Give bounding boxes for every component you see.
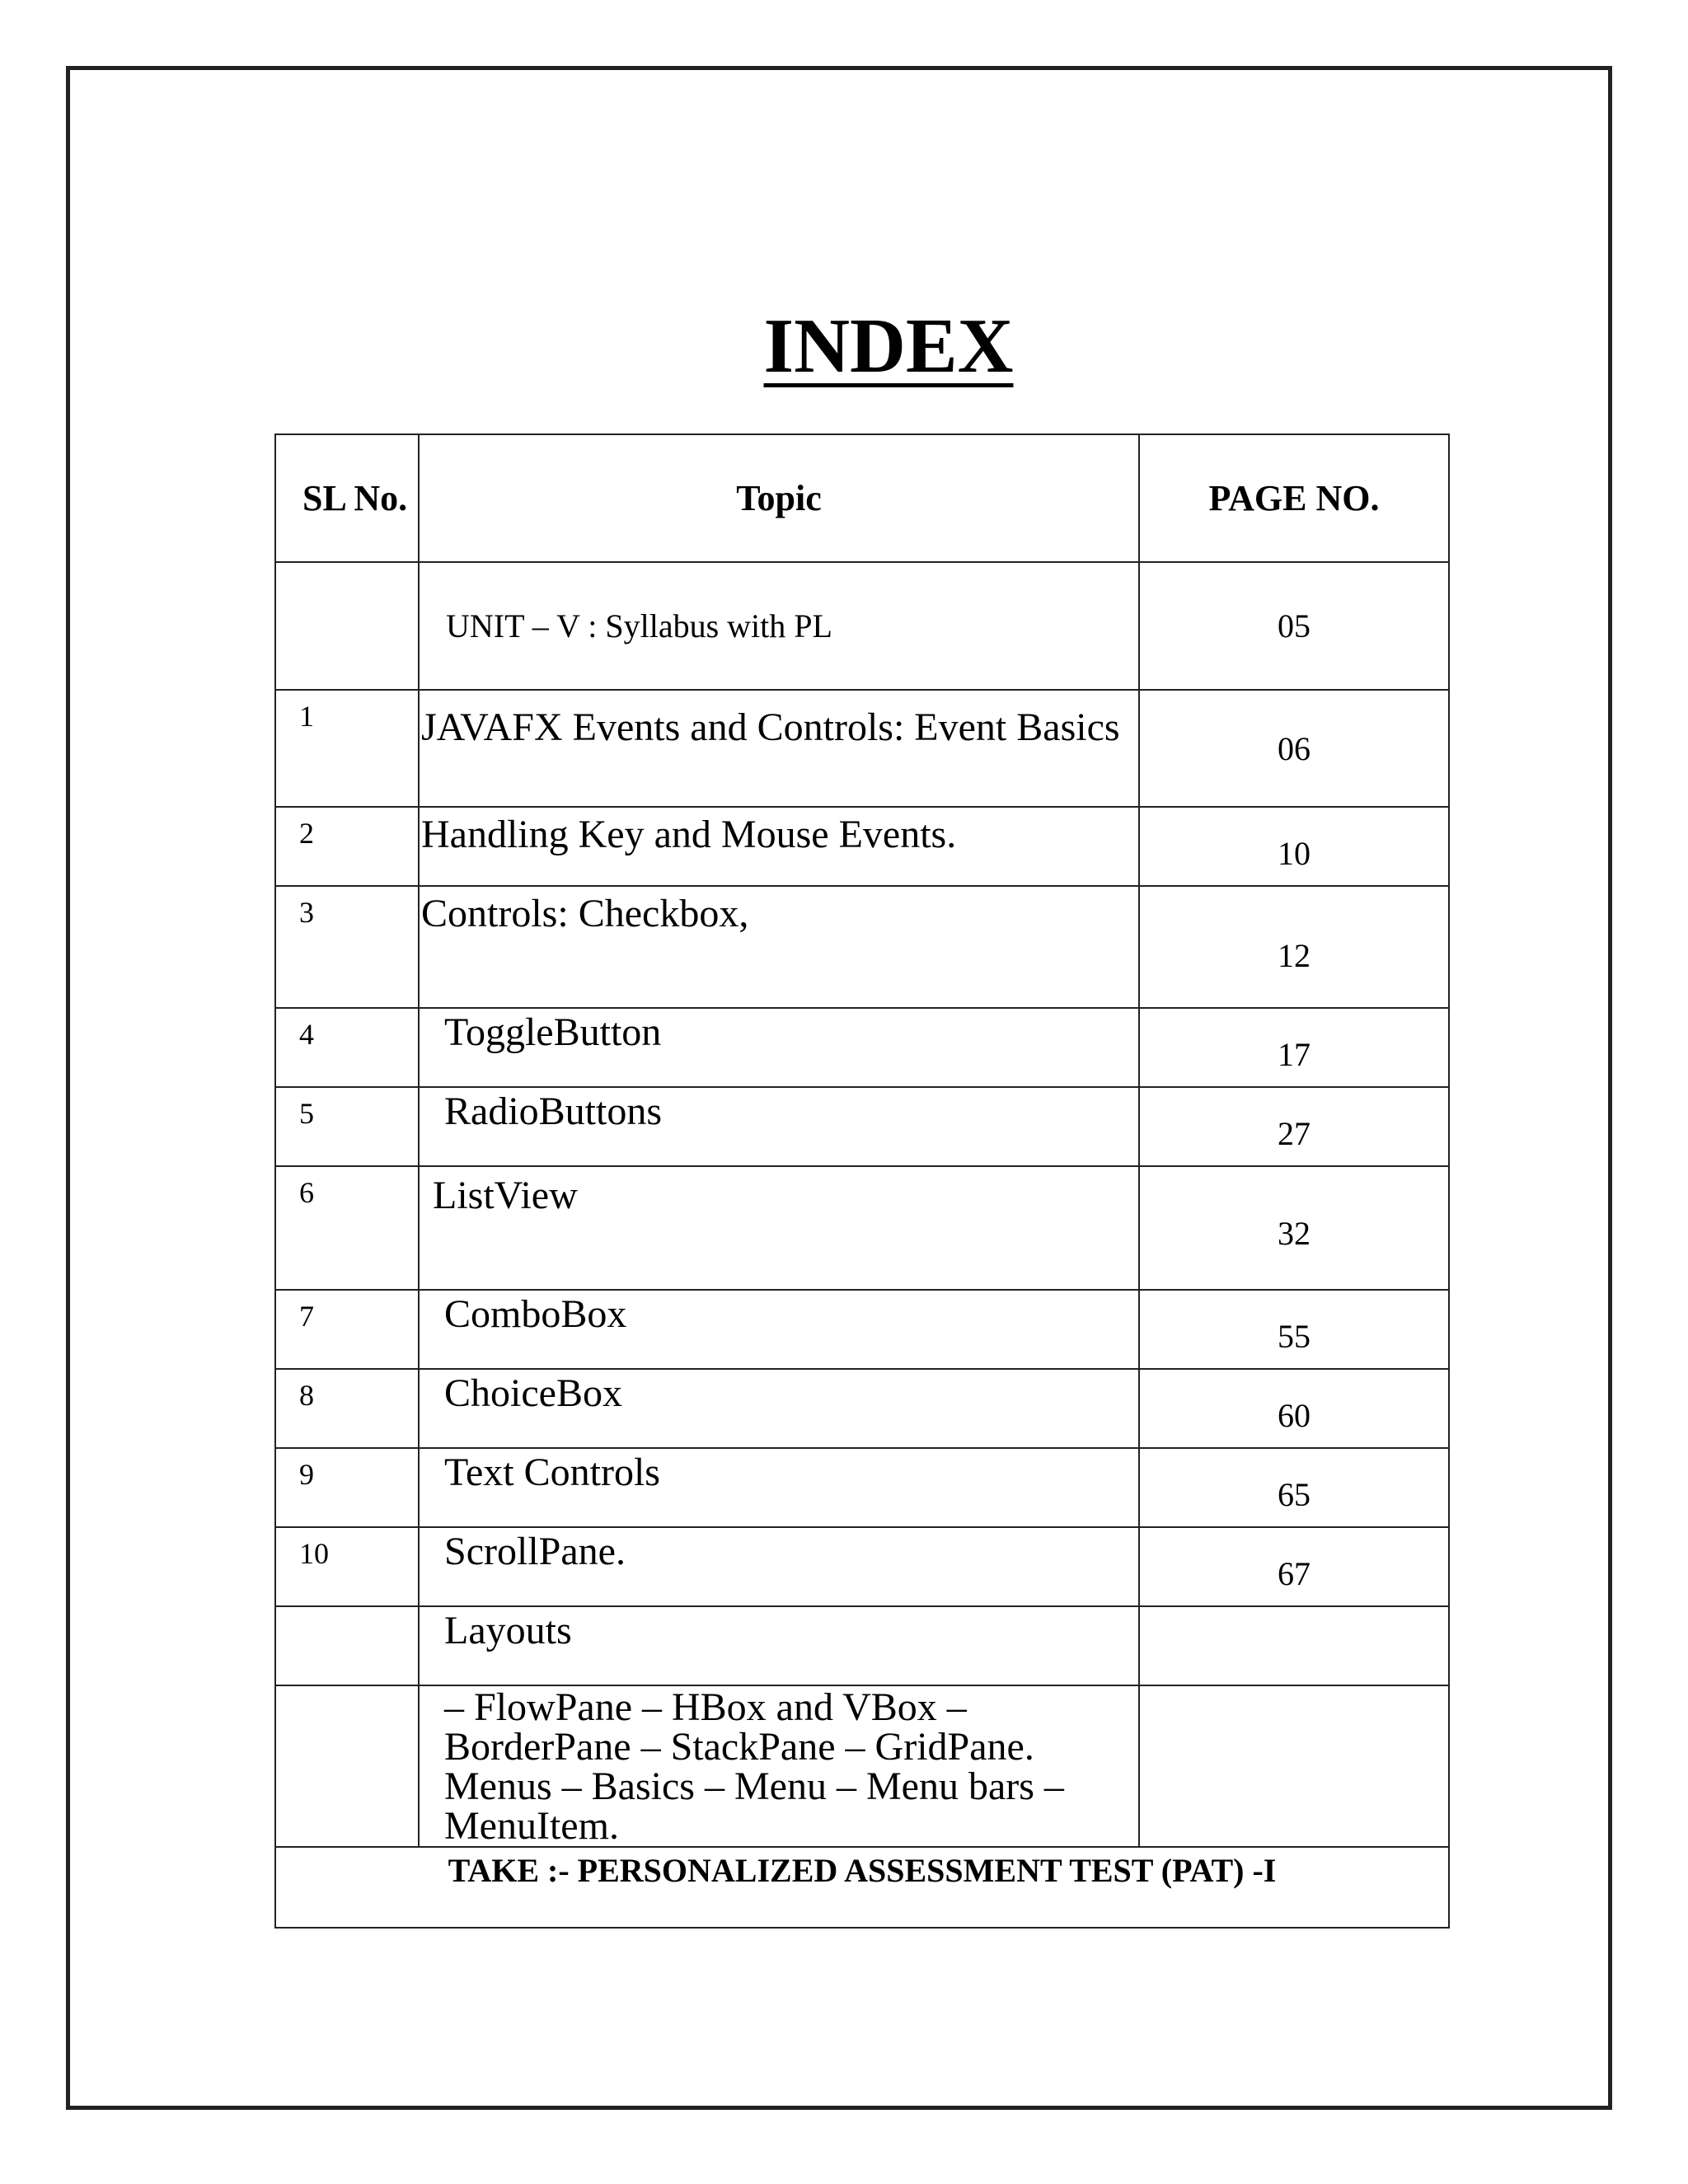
page-cell: 55: [1139, 1290, 1449, 1369]
topic-line: Menus – Basics – Menu – Menu bars –: [444, 1765, 1064, 1808]
sl-cell: [275, 562, 419, 690]
sl-cell: 3: [275, 886, 419, 1008]
table-row: [275, 1685, 1449, 1847]
header-topic: Topic: [419, 434, 1139, 562]
page-cell: 10: [1139, 807, 1449, 886]
sl-cell: 10: [275, 1527, 419, 1606]
topic-cell: RadioButtons: [419, 1087, 1139, 1166]
table-row: [275, 1606, 1449, 1685]
topic-cell: Layouts: [419, 1606, 1139, 1685]
topic-cell: Controls: Checkbox,: [419, 886, 1139, 1008]
sl-cell: 8: [275, 1369, 419, 1448]
sl-cell: [275, 1685, 419, 1847]
page-cell: 60: [1139, 1369, 1449, 1448]
index-table: [274, 434, 1450, 1929]
table-row: [275, 1087, 1449, 1166]
table-footer-row: [275, 1847, 1449, 1928]
sl-cell: 5: [275, 1087, 419, 1166]
sl-cell: 2: [275, 807, 419, 886]
table-row: [275, 1008, 1449, 1087]
page-cell: [1139, 1606, 1449, 1685]
page-cell: 17: [1139, 1008, 1449, 1087]
topic-cell: ComboBox: [419, 1290, 1139, 1369]
page-cell: 27: [1139, 1087, 1449, 1166]
page-cell: 65: [1139, 1448, 1449, 1527]
topic-cell: UNIT – V : Syllabus with PL: [419, 562, 1139, 690]
footer-text: TAKE :- PERSONALIZED ASSESSMENT TEST (PAT) -I: [275, 1847, 1449, 1928]
topic-cell: [419, 1685, 1139, 1847]
sl-cell: 7: [275, 1290, 419, 1369]
topic-line: – FlowPane – HBox and VBox –: [444, 1685, 967, 1729]
topic-cell: JAVAFX Events and Controls: Event Basics: [419, 690, 1139, 807]
header-sl: SL No.: [275, 434, 419, 562]
page-cell: 67: [1139, 1527, 1449, 1606]
sl-cell: [275, 1606, 419, 1685]
topic-cell: ListView: [419, 1166, 1139, 1290]
table-header-row: [275, 434, 1449, 562]
topic-cell: ScrollPane.: [419, 1527, 1139, 1606]
page-cell: 06: [1139, 690, 1449, 807]
topic-cell: ToggleButton: [419, 1008, 1139, 1087]
table-row: [275, 1527, 1449, 1606]
table-row: [275, 807, 1449, 886]
page-cell: 05: [1139, 562, 1449, 690]
topic-cell: ChoiceBox: [419, 1369, 1139, 1448]
table-row: [275, 690, 1449, 807]
page-title: INDEX: [763, 303, 1014, 389]
table-row: [275, 1290, 1449, 1369]
sl-cell: 6: [275, 1166, 419, 1290]
page-cell: 12: [1139, 886, 1449, 1008]
table-row: [275, 1448, 1449, 1527]
table-row: [275, 1369, 1449, 1448]
table-row: [275, 1166, 1449, 1290]
topic-cell: Handling Key and Mouse Events.: [419, 807, 1139, 886]
page-cell: 32: [1139, 1166, 1449, 1290]
topic-line: BorderPane – StackPane – GridPane.: [444, 1725, 1034, 1769]
header-page: PAGE NO.: [1139, 434, 1449, 562]
table-row: [275, 886, 1449, 1008]
sl-cell: 1: [275, 690, 419, 807]
page-cell: [1139, 1685, 1449, 1847]
sl-cell: 9: [275, 1448, 419, 1527]
topic-line: MenuItem.: [444, 1804, 619, 1848]
topic-cell: Text Controls: [419, 1448, 1139, 1527]
sl-cell: 4: [275, 1008, 419, 1087]
table-row: [275, 562, 1449, 690]
